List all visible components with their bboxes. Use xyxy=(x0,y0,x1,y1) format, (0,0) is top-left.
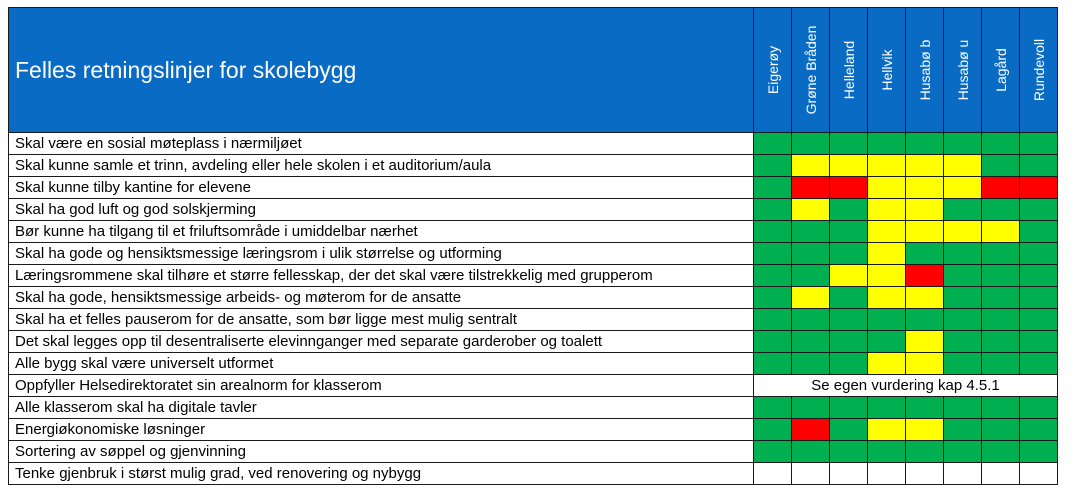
rating-cell xyxy=(830,199,868,221)
rating-cell xyxy=(754,133,792,155)
rating-cell xyxy=(944,221,982,243)
table-row xyxy=(9,331,1058,353)
rating-cell xyxy=(982,133,1020,155)
rating-cell xyxy=(1020,331,1058,353)
criterion-label: Alle bygg skal være universelt utformet xyxy=(9,353,754,375)
rating-cell xyxy=(830,397,868,419)
school-header xyxy=(906,8,944,133)
table-row xyxy=(9,177,1058,199)
rating-cell xyxy=(1020,419,1058,441)
rating-cell xyxy=(1020,397,1058,419)
rating-cell xyxy=(982,309,1020,331)
rating-cell xyxy=(792,287,830,309)
rating-cell xyxy=(792,221,830,243)
table-row xyxy=(9,265,1058,287)
table-row xyxy=(9,397,1058,419)
school-name: Rundevoll xyxy=(1030,38,1047,102)
school-name: Husabø b xyxy=(916,39,933,101)
rating-cell xyxy=(868,221,906,243)
rating-cell xyxy=(754,199,792,221)
rating-cell xyxy=(982,353,1020,375)
criterion-label: Læringsrommene skal tilhøre et større fellesskap, der det skal være tilstrekkelig med grupperom xyxy=(9,265,754,287)
rating-cell xyxy=(830,309,868,331)
rating-cell xyxy=(830,441,868,463)
school-header xyxy=(830,8,868,133)
rating-cell xyxy=(906,309,944,331)
school-header xyxy=(792,8,830,133)
rating-cell xyxy=(830,331,868,353)
rating-cell xyxy=(944,243,982,265)
criterion-label: Tenke gjenbruk i størst mulig grad, ved renovering og nybygg xyxy=(9,463,754,485)
rating-cell xyxy=(906,331,944,353)
criterion-label: Bør kunne ha tilgang til et friluftsområde i umiddelbar nærhet xyxy=(9,221,754,243)
criterion-label: Skal ha gode, hensiktsmessige arbeids- og møterom for de ansatte xyxy=(9,287,754,309)
rating-cell xyxy=(792,419,830,441)
rating-cell xyxy=(868,287,906,309)
table-row xyxy=(9,287,1058,309)
rating-cell xyxy=(754,397,792,419)
rating-cell xyxy=(1020,309,1058,331)
rating-cell xyxy=(906,441,944,463)
school-name: Lagård xyxy=(992,48,1009,92)
school-header xyxy=(868,8,906,133)
rating-cell xyxy=(906,419,944,441)
rating-cell xyxy=(868,397,906,419)
table-row xyxy=(9,419,1058,441)
rating-cell xyxy=(982,155,1020,177)
rating-cell xyxy=(906,155,944,177)
table-row xyxy=(9,243,1058,265)
rating-cell xyxy=(868,441,906,463)
rating-cell xyxy=(906,397,944,419)
rating-cell xyxy=(792,331,830,353)
rating-cell xyxy=(944,441,982,463)
rating-cell xyxy=(830,221,868,243)
rating-cell xyxy=(868,265,906,287)
criterion-label: Skal være en sosial møteplass i nærmiljøet xyxy=(9,133,754,155)
school-name: Grøne Bråden xyxy=(802,25,819,115)
rating-cell xyxy=(906,177,944,199)
rating-cell xyxy=(792,177,830,199)
criterion-label: Skal ha et felles pauserom for de ansatte, som bør ligge mest mulig sentralt xyxy=(9,309,754,331)
rating-cell xyxy=(754,243,792,265)
rating-cell xyxy=(1020,177,1058,199)
rating-cell xyxy=(868,331,906,353)
criterion-label: Skal ha god luft og god solskjerming xyxy=(9,199,754,221)
criterion-label: Alle klasserom skal ha digitale tavler xyxy=(9,397,754,419)
rating-cell xyxy=(906,133,944,155)
criterion-label: Skal ha gode og hensiktsmessige læringsrom i ulik størrelse og utforming xyxy=(9,243,754,265)
rating-cell xyxy=(754,155,792,177)
rating-cell xyxy=(868,353,906,375)
rating-cell xyxy=(830,177,868,199)
rating-cell xyxy=(982,287,1020,309)
rating-cell xyxy=(944,133,982,155)
rating-cell xyxy=(830,155,868,177)
rating-cell xyxy=(792,397,830,419)
rating-cell xyxy=(792,265,830,287)
school-name: Eigerøy xyxy=(764,45,781,95)
rating-cell xyxy=(792,199,830,221)
rating-cell xyxy=(982,265,1020,287)
rating-cell xyxy=(944,397,982,419)
rating-cell xyxy=(754,441,792,463)
rating-cell xyxy=(982,199,1020,221)
rating-cell xyxy=(754,309,792,331)
rating-cell xyxy=(1020,221,1058,243)
rating-cell xyxy=(868,309,906,331)
table-row xyxy=(9,133,1058,155)
header-row xyxy=(9,8,1058,133)
rating-cell xyxy=(1020,155,1058,177)
rating-cell xyxy=(868,199,906,221)
rating-cell xyxy=(982,463,1020,485)
rating-cell xyxy=(868,463,906,485)
rating-cell xyxy=(944,463,982,485)
rating-cell xyxy=(830,463,868,485)
rating-cell xyxy=(944,177,982,199)
rating-cell xyxy=(1020,353,1058,375)
criterion-label: Skal kunne samle et trinn, avdeling eller hele skolen i et auditorium/aula xyxy=(9,155,754,177)
rating-cell xyxy=(868,155,906,177)
rating-cell xyxy=(944,265,982,287)
rating-cell xyxy=(982,441,1020,463)
rating-cell xyxy=(868,177,906,199)
school-name: Helleland xyxy=(840,40,857,100)
table-row xyxy=(9,353,1058,375)
school-name: Husabø u xyxy=(954,39,971,101)
table-title: Felles retningslinjer for skolebygg xyxy=(9,8,754,133)
rating-cell xyxy=(1020,243,1058,265)
rating-cell xyxy=(1020,463,1058,485)
table-row xyxy=(9,309,1058,331)
rating-cell xyxy=(754,419,792,441)
rating-cell xyxy=(944,353,982,375)
rating-cell xyxy=(944,287,982,309)
rating-cell xyxy=(792,133,830,155)
rating-cell xyxy=(982,331,1020,353)
school-header xyxy=(754,8,792,133)
rating-cell xyxy=(1020,199,1058,221)
rating-cell xyxy=(792,155,830,177)
rating-cell xyxy=(982,177,1020,199)
table-row xyxy=(9,221,1058,243)
rating-cell xyxy=(792,243,830,265)
school-header xyxy=(1020,8,1058,133)
rating-cell xyxy=(906,265,944,287)
rating-cell xyxy=(982,243,1020,265)
rating-cell xyxy=(830,353,868,375)
rating-cell xyxy=(1020,133,1058,155)
rating-cell xyxy=(754,287,792,309)
rating-cell xyxy=(944,419,982,441)
rating-cell xyxy=(792,309,830,331)
criterion-label: Skal kunne tilby kantine for elevene xyxy=(9,177,754,199)
rating-cell xyxy=(982,419,1020,441)
rating-cell xyxy=(792,353,830,375)
rating-cell xyxy=(944,331,982,353)
table-row xyxy=(9,155,1058,177)
school-header xyxy=(982,8,1020,133)
rating-cell xyxy=(944,199,982,221)
school-header xyxy=(944,8,982,133)
rating-cell xyxy=(754,177,792,199)
rating-cell xyxy=(906,353,944,375)
rating-cell xyxy=(830,265,868,287)
rating-cell xyxy=(754,463,792,485)
rating-cell xyxy=(754,221,792,243)
school-name: Hellvik xyxy=(878,49,895,91)
rating-cell xyxy=(868,419,906,441)
rating-cell xyxy=(982,221,1020,243)
rating-cell xyxy=(906,287,944,309)
rating-cell xyxy=(830,419,868,441)
table-row xyxy=(9,375,1058,397)
rating-cell xyxy=(830,133,868,155)
rating-cell xyxy=(830,243,868,265)
assessment-note: Se egen vurdering kap 4.5.1 xyxy=(754,375,1058,397)
rating-cell xyxy=(906,199,944,221)
rating-cell xyxy=(1020,265,1058,287)
rating-cell xyxy=(868,243,906,265)
table-row xyxy=(9,463,1058,485)
guidelines-table xyxy=(8,7,1058,485)
rating-cell xyxy=(906,221,944,243)
rating-cell xyxy=(944,155,982,177)
rating-cell xyxy=(906,463,944,485)
rating-cell xyxy=(754,331,792,353)
rating-cell xyxy=(868,133,906,155)
rating-cell xyxy=(754,353,792,375)
criterion-label: Energiøkonomiske løsninger xyxy=(9,419,754,441)
table-row xyxy=(9,199,1058,221)
rating-cell xyxy=(830,287,868,309)
rating-cell xyxy=(982,397,1020,419)
rating-cell xyxy=(792,441,830,463)
rating-cell xyxy=(944,309,982,331)
criterion-label: Sortering av søppel og gjenvinning xyxy=(9,441,754,463)
rating-cell xyxy=(1020,287,1058,309)
criterion-label: Det skal legges opp til desentraliserte elevinnganger med separate garderober og toalett xyxy=(9,331,754,353)
rating-cell xyxy=(1020,441,1058,463)
table-row xyxy=(9,441,1058,463)
rating-cell xyxy=(754,265,792,287)
rating-cell xyxy=(792,463,830,485)
table-body xyxy=(9,133,1058,485)
criterion-label: Oppfyller Helsedirektoratet sin arealnorm for klasserom xyxy=(9,375,754,397)
rating-cell xyxy=(906,243,944,265)
